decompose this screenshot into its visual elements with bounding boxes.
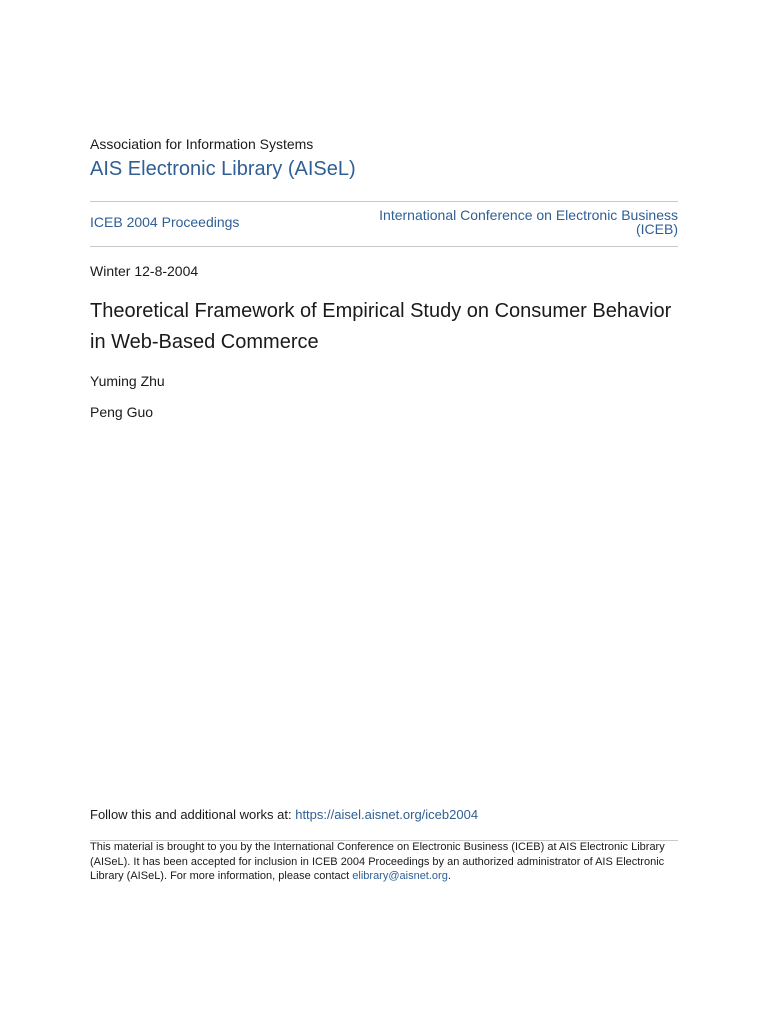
follow-link[interactable]: https://aisel.aisnet.org/iceb2004 xyxy=(295,807,479,822)
cover-page xyxy=(90,0,678,1024)
follow-text: Follow this and additional works at: xyxy=(90,807,296,822)
publication-date: Winter 12-8-2004 xyxy=(90,263,199,279)
library-link[interactable]: AIS Electronic Library (AISeL) xyxy=(90,158,356,180)
conference-link-line1: International Conference on Electronic Business xyxy=(379,207,678,223)
follow-line xyxy=(90,807,478,822)
footer-note-text: This material is brought to you by the International Conference on Electronic Business (ICEB) at AIS Electronic Library (AISeL). It has been accepted for inclusion in ICEB 2004 Proceedings by an authorized administrator of AIS Electronic Library (AISeL). For more information, please contact xyxy=(90,841,665,882)
conference-link-line2: (ICEB) xyxy=(636,221,678,237)
footer-note xyxy=(90,840,678,884)
author-name: Peng Guo xyxy=(90,404,154,420)
organization-name: Association for Information Systems xyxy=(90,136,314,152)
conference-link[interactable] xyxy=(358,208,678,236)
top-divider xyxy=(90,201,678,202)
footer-note-end: . xyxy=(447,870,451,882)
contact-email-link[interactable]: elibrary@aisnet.org xyxy=(352,870,448,882)
nav-divider xyxy=(90,246,678,247)
article-title: Theoretical Framework of Empirical Study on Consumer Behavior in Web-Based Commerce xyxy=(90,300,672,353)
author-name: Yuming Zhu xyxy=(90,373,165,389)
proceedings-link[interactable]: ICEB 2004 Proceedings xyxy=(90,214,240,230)
